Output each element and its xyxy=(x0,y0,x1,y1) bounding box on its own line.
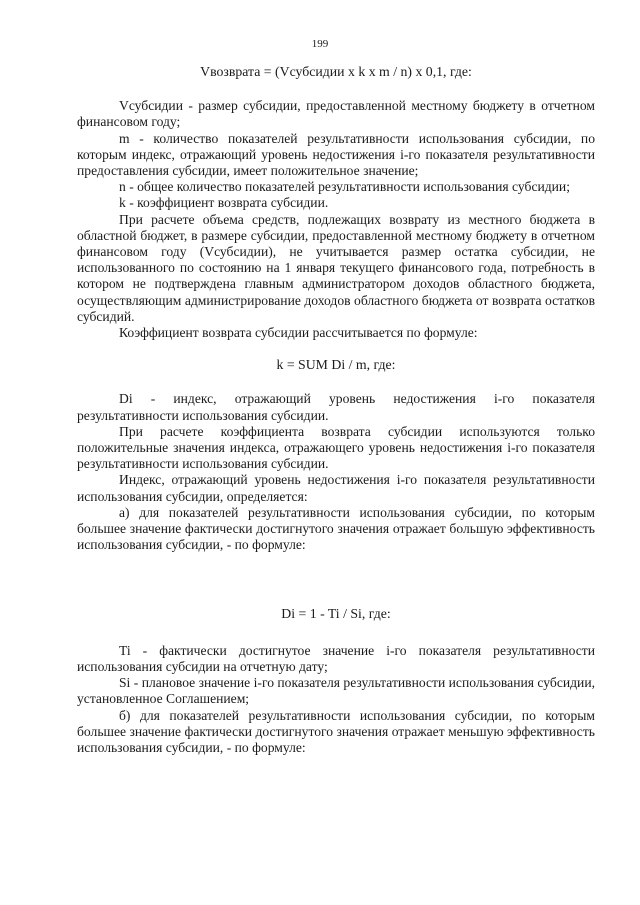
paragraph-k-definition: k - коэффициент возврата субсидии. xyxy=(119,195,329,211)
paragraph-index-determined: Индекс, отражающий уровень недостижения i-го показателя результативности использования субсидии, определяется: xyxy=(77,472,595,504)
paragraph-si-definition: Si - плановое значение i-го показателя результативности использования субсидии, установленное Соглашением; xyxy=(77,675,595,707)
paragraph-n-definition: n - общее количество показателей результативности использования субсидии; xyxy=(119,179,570,195)
formula-k: k = SUM Di / m, где: xyxy=(276,357,396,373)
paragraph-m-definition: m - количество показателей результативности использования субсидии, по которым индекс, отражающий уровень недостижения i-го показателя результативности предоставления субсидии, имеет положительное значение; xyxy=(77,130,595,179)
paragraph-v-subsidy: Vсубсидии - размер субсидии, предоставленной местному бюджету в отчетном финансовом году; xyxy=(77,98,595,130)
paragraph-case-b: б) для показателей результативности использования субсидии, по которым большее значение фактически достигнутого значения отражает меньшую эффективность использования субсидии, - по формуле: xyxy=(77,707,595,755)
paragraph-ti-definition: Ti - фактически достигнутое значение i-го показателя результативности использования субсидии на отчетную дату; xyxy=(77,642,595,674)
paragraph-positive-values: При расчете коэффициента возврата субсидии используются только положительные значения индекса, отражающего уровень недостижения i-го показателя результативности использования субсидии. xyxy=(77,423,595,472)
paragraph-calculation-rule: При расчете объема средств, подлежащих возврату из местного бюджета в областной бюджет, в размере субсидии, предоставленной местному бюджету в отчетном финансовом году (Vсубсидии), не учитывается размер остатка субсидии, не использованного по состоянию на 1 января текущего финансового года, потребность в котором не подтверждена главным администратором доходов областного бюджета, осуществляющим администрирование доходов областного бюджета от возврата остатков субсидий. xyxy=(77,211,595,324)
document-body xyxy=(77,64,595,756)
paragraph-k-intro: Коэффициент возврата субсидии рассчитывается по формуле: xyxy=(119,325,478,341)
page-number: 199 xyxy=(311,38,329,50)
paragraph-di-definition: Di - индекс, отражающий уровень недостижения i-го показателя результативности использования субсидии. xyxy=(77,391,595,423)
formula-return-volume: Vвозврата = (Vсубсидии x k x m / n) x 0,1, где: xyxy=(200,64,472,79)
paragraph-case-a: а) для показателей результативности использования субсидии, по которым большее значение фактически достигнутого значения отражает большую эффективность использования субсидии, - по формуле: xyxy=(77,504,595,553)
formula-di: Di = 1 - Ti / Si, где: xyxy=(281,606,391,622)
